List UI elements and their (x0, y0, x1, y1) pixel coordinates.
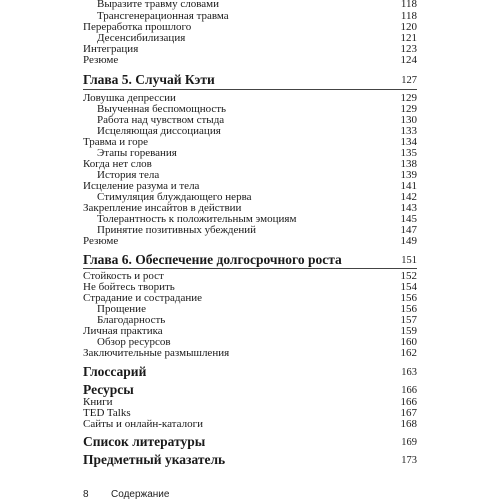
toc-entry-title: Выразите травму словами (97, 0, 219, 10)
toc-entry-page: 141 (400, 180, 417, 192)
toc-entry-page: 162 (400, 347, 417, 359)
toc-entry-page: 157 (400, 314, 417, 326)
section-heading (0, 452, 500, 468)
toc-entry (0, 235, 500, 247)
toc-entry (0, 418, 500, 430)
section-title: Список литературы (83, 434, 206, 449)
section-heading (0, 364, 500, 380)
chapter-divider (83, 89, 417, 90)
toc-entry-title: Стойкость и рост (83, 270, 164, 282)
running-header: Содержание (111, 489, 170, 500)
toc-entry-page: 154 (400, 281, 417, 293)
toc-entry-page: 130 (400, 114, 417, 126)
toc-entry-page: 121 (400, 32, 417, 44)
toc-entry-page: 160 (400, 336, 417, 348)
page-footer (83, 489, 169, 501)
toc-entry-title: Выученная беспомощность (97, 103, 227, 115)
toc-entry-title: Этапы горевания (97, 147, 177, 159)
toc-entry-title: Не бойтесь творить (83, 281, 175, 293)
page-number: 8 (83, 489, 89, 500)
toc-entry-title: Страдание и сострадание (83, 292, 203, 304)
toc-entry-title: TED Talks (83, 407, 131, 419)
toc-entry-title: История тела (97, 169, 160, 181)
toc-entry-page: 134 (400, 136, 417, 148)
toc-entry-page: 149 (400, 235, 417, 247)
toc-entry-title: Обзор ресурсов (97, 336, 171, 348)
toc-entry (0, 54, 500, 66)
toc-entry-page: 129 (400, 103, 417, 115)
toc-entry-page: 118 (400, 10, 417, 22)
section-page: 173 (401, 455, 417, 466)
toc-entry-page: 147 (400, 224, 417, 236)
toc-entry-page: 123 (400, 43, 417, 55)
toc-entry-title: Переработка прошлого (83, 21, 192, 33)
toc-entry-page: 118 (400, 0, 417, 10)
section-page: 163 (401, 367, 417, 378)
toc-entry-title: Травма и горе (83, 136, 148, 148)
chapter-heading (0, 252, 500, 268)
section-page: 169 (401, 437, 417, 448)
toc-entry-page: 142 (400, 191, 417, 203)
toc-entry-page: 139 (400, 169, 417, 181)
toc-entry-title: Книги (83, 396, 113, 408)
toc-entry (0, 347, 500, 359)
toc-entry-title: Десенсибилизация (97, 32, 186, 44)
toc-entry-title: Резюме (83, 235, 119, 247)
toc-entry-page: 156 (400, 303, 417, 315)
toc-entry-title: Работа над чувством стыда (97, 114, 225, 126)
toc-entry-title: Принятие позитивных убеждений (97, 224, 257, 236)
section-title: Ресурсы (83, 382, 134, 397)
toc-entry-page: 138 (400, 158, 417, 170)
chapter-page: 127 (401, 75, 417, 86)
toc-entry-page: 143 (400, 202, 417, 214)
toc-entry-title: Ловушка депрессии (83, 92, 176, 104)
toc-entry-page: 156 (400, 292, 417, 304)
toc-entry-title: Стимуляция блуждающего нерва (97, 191, 252, 203)
chapter-page: 151 (401, 255, 417, 266)
toc-entry-page: 166 (400, 396, 417, 408)
toc-entry-title: Прощение (97, 303, 146, 315)
section-page: 166 (401, 385, 417, 396)
toc-entry-title: Исцеление разума и тела (83, 180, 200, 192)
toc-entry-page: 152 (400, 270, 417, 282)
section-title: Глоссарий (83, 364, 147, 379)
section-title: Предметный указатель (83, 452, 226, 467)
toc-entry-page: 133 (400, 125, 417, 137)
toc-entry-title: Толерантность к положительным эмоциям (97, 213, 297, 225)
toc-entry-page: 168 (400, 418, 417, 430)
chapter-divider (83, 268, 417, 269)
toc-entry-title: Трансгенерационная травма (97, 10, 229, 22)
toc-entry-title: Исцеляющая диссоциация (97, 125, 221, 137)
toc-entry-page: 145 (400, 213, 417, 225)
toc-entry-title: Интеграция (83, 43, 139, 55)
chapter-heading (0, 72, 500, 88)
toc-entry-page: 124 (400, 54, 417, 66)
toc-entry-page: 129 (400, 92, 417, 104)
toc-entry-title: Заключительные размышления (83, 347, 230, 359)
chapter-title: Глава 6. Обеспечение долгосрочного роста (83, 252, 342, 267)
toc-entry-page: 167 (400, 407, 417, 419)
toc-entry-title: Когда нет слов (83, 158, 152, 170)
toc-entry-page: 135 (400, 147, 417, 159)
toc-entry-title: Личная практика (83, 325, 163, 337)
toc-entry-page: 159 (400, 325, 417, 337)
toc-entry-title: Резюме (83, 54, 119, 66)
section-heading (0, 434, 500, 450)
toc-entry-title: Благодарность (97, 314, 166, 326)
toc-entry-title: Закрепление инсайтов в действии (83, 202, 242, 214)
toc-entry-page: 120 (400, 21, 417, 33)
toc-entry (0, 0, 500, 10)
toc-entry-title: Сайты и онлайн-каталоги (83, 418, 203, 430)
chapter-title: Глава 5. Случай Кэти (83, 72, 215, 87)
